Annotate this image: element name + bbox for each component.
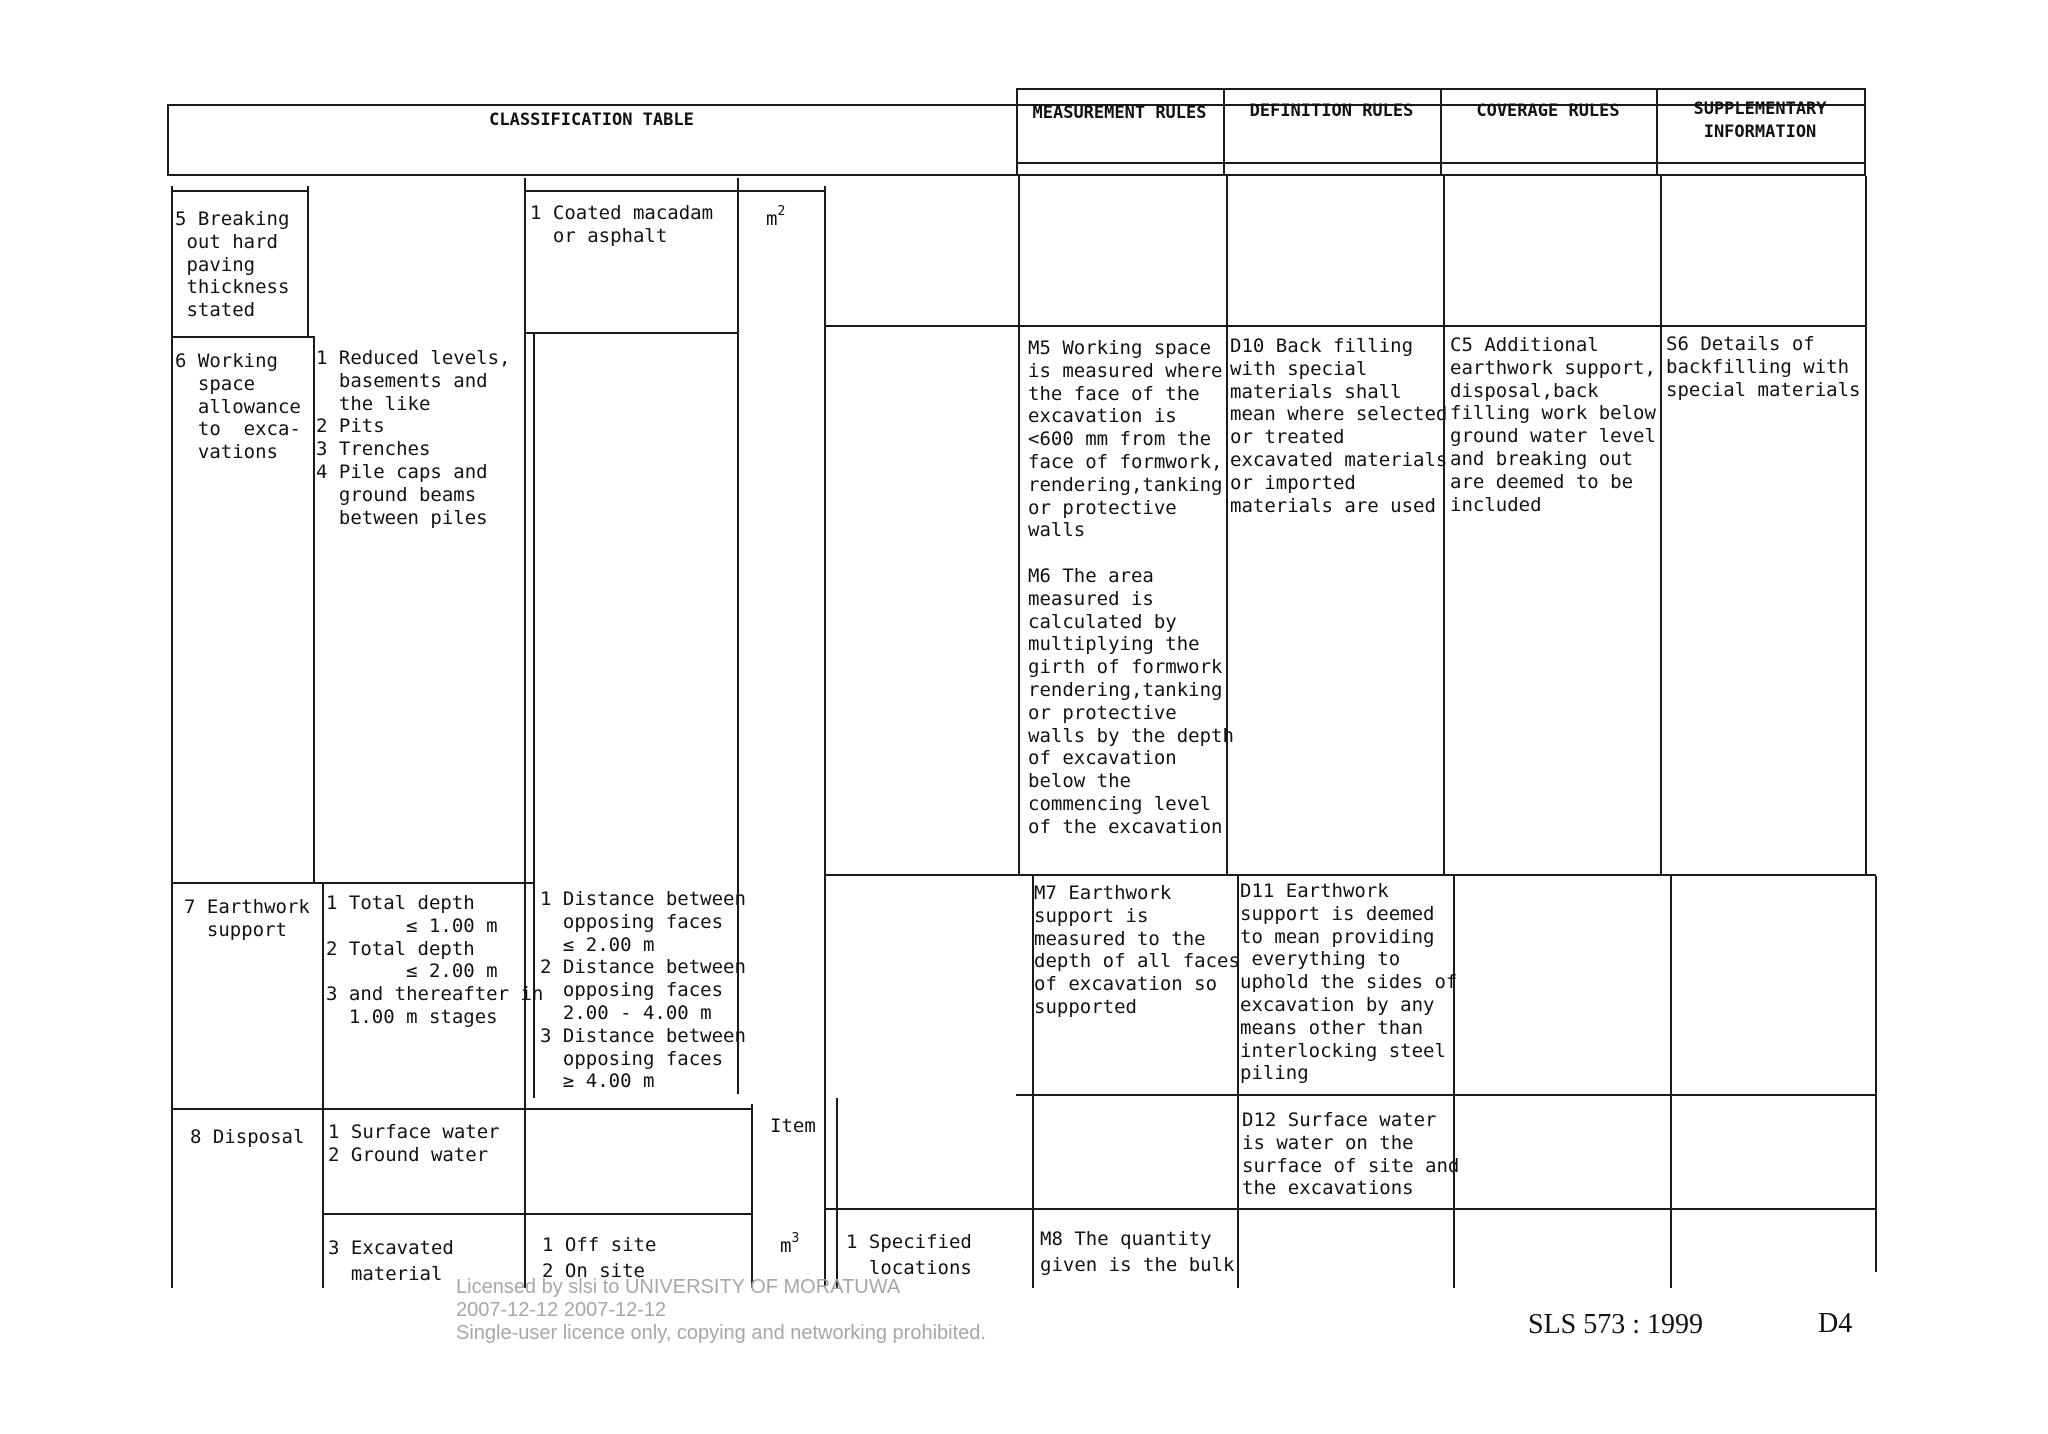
rule-s6: S6 Details of backfilling with special materials xyxy=(1666,333,1861,401)
row-rule xyxy=(322,1213,753,1215)
standard-number: SLS 573 : 1999 xyxy=(1528,1309,1704,1340)
row8b-locations: 1 Specified locations xyxy=(846,1231,972,1279)
row-rule xyxy=(171,336,315,338)
col-rule xyxy=(836,1098,838,1288)
row-rule xyxy=(171,1108,753,1110)
col-rule xyxy=(171,186,173,1288)
classification-table-heading: CLASSIFICATION TABLE xyxy=(489,110,694,130)
row7-subitems: 1 Total depth ≤ 1.00 m 2 Total depth ≤ 2.00 m 3 and thereafter in 1.00 m stages xyxy=(326,892,544,1028)
page-number: D4 xyxy=(1818,1308,1853,1339)
coverage-rules-heading: COVERAGE RULES xyxy=(1476,101,1620,121)
col-rule xyxy=(751,1104,753,1288)
row-rule xyxy=(824,1208,1876,1210)
col-rule xyxy=(824,186,826,1286)
row-rule xyxy=(171,882,535,884)
rule-m7: M7 Earthwork support is measured to the depth of all faces of excavation so supported xyxy=(1034,882,1240,1018)
row6-subitems: 1 Reduced levels, basements and the like 2 Pits 3 Trenches 4 Pile caps and ground beams between piles xyxy=(316,347,511,529)
licence-line-2: 2007-12-12 2007-12-12 xyxy=(456,1299,667,1321)
row-rule xyxy=(1016,1094,1876,1096)
row8-unit: Item xyxy=(770,1115,816,1137)
rule-m5: M5 Working space is measured where the face of the excavation is <600 mm from the face of formwork, rendering,tanking or protective walls xyxy=(1028,337,1223,542)
row7-item-label: 7 Earthwork support xyxy=(184,896,310,941)
col-rule xyxy=(1660,176,1662,876)
rule-d10: D10 Back filling with special materials shall mean where selected or treated excavated materials or imported materials are used xyxy=(1230,335,1448,517)
col-rule xyxy=(307,186,309,336)
col-rule xyxy=(322,882,324,1288)
row5-unit: $m^2$ xyxy=(766,204,786,230)
col-rule xyxy=(1670,876,1672,1288)
col-rule xyxy=(1018,176,1020,876)
licence-line-1: Licensed by slsi to UNIVERSITY OF MORATUWA xyxy=(456,1276,901,1298)
rule-m8: M8 The quantity given is the bulk xyxy=(1040,1228,1235,1276)
row5-item-label: 5 Breaking out hard paving thickness stated xyxy=(175,208,290,322)
row8-item-label: 8 Disposal xyxy=(190,1126,305,1148)
row8b-unit: $m^3$ xyxy=(780,1231,800,1257)
rule-d11: D11 Earthwork support is deemed to mean providing everything to uphold the sides of excavation by any means other than interlocking steel piling xyxy=(1240,880,1458,1085)
row-rule xyxy=(524,332,738,334)
row7-subitems-distance: 1 Distance between opposing faces ≤ 2.00 m 2 Distance between opposing faces 2.00 - 4.00 m 3 Distance between opposing faces ≥ 4.00 m xyxy=(540,888,746,1093)
row6-item-label: 6 Working space allowance to exca- vations xyxy=(175,350,301,464)
row-rule xyxy=(171,190,308,192)
row-rule xyxy=(824,325,1866,327)
col-rule xyxy=(1443,176,1445,876)
col-rule xyxy=(1865,176,1867,876)
row5-subitem: 1 Coated macadam or asphalt xyxy=(530,202,714,247)
rule-m6: M6 The area measured is calculated by multiplying the girth of formwork rendering,tanking or protective walls by the depth of excavation below the commencing level of the excavation xyxy=(1028,565,1234,838)
supplementary-information-heading: SUPPLEMENTARY INFORMATION xyxy=(1693,99,1827,142)
definition-rules-heading: DEFINITION RULES xyxy=(1249,101,1414,121)
measurement-rules-heading: MEASUREMENT RULES xyxy=(1032,103,1207,123)
rule-c5: C5 Additional earthwork support, disposal,back filling work below ground water level and breaking out are deemed to be included xyxy=(1450,334,1656,516)
row8b-destination: 1 Off site 2 On site xyxy=(542,1234,657,1282)
row-rule xyxy=(824,874,1876,876)
row8b-subitem: 3 Excavated material xyxy=(328,1237,454,1285)
col-rule xyxy=(524,178,526,1288)
row8-subitems: 1 Surface water 2 Ground water xyxy=(328,1121,500,1166)
col-rule xyxy=(1875,876,1877,1272)
col-rule xyxy=(313,336,315,882)
rule-d12: D12 Surface water is water on the surface of site and the excavations xyxy=(1242,1109,1460,1200)
licence-line-3: Single-user licence only, copying and networking prohibited. xyxy=(456,1322,986,1344)
row-rule xyxy=(524,190,824,192)
